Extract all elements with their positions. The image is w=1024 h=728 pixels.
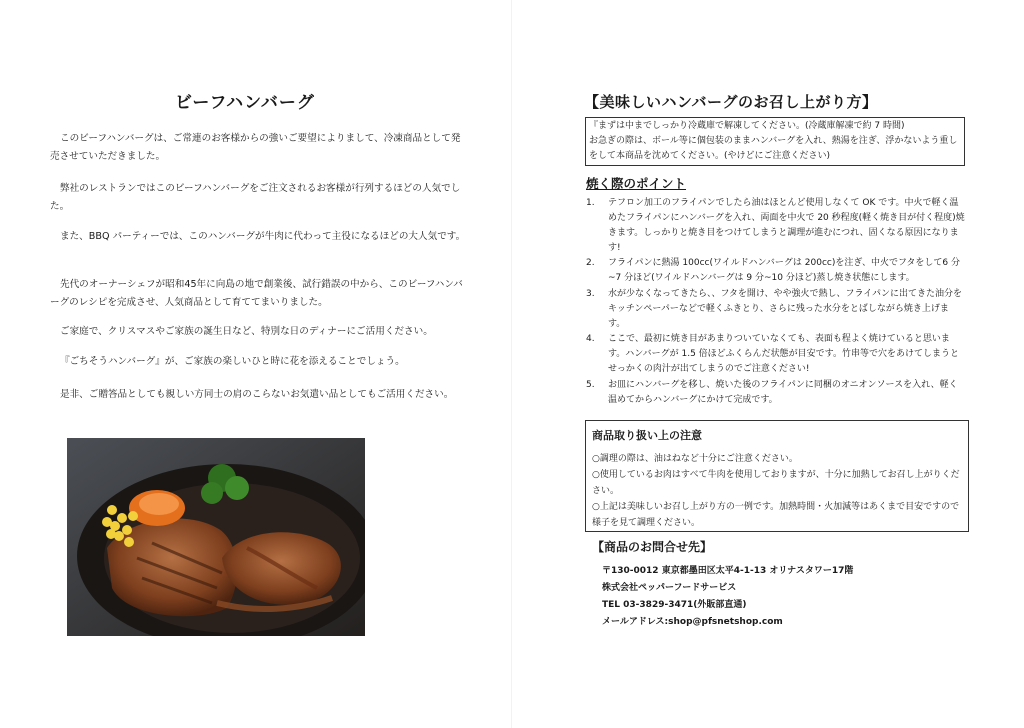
company-name: 株式会社ペッパーフードサービス	[602, 583, 737, 593]
list-item: ○使用しているお肉はすべて牛肉を使用しておりますが、十分に加熱してお召し上がりください。	[592, 470, 960, 496]
list-item: 3. 水が少なくなってきたら、、フタを開け、やや強火で熱し、フライパンに出てきた油分をキッチンペーパーなどで軽くふきとり、さらに残った水分をとばしながら焼き上げます。	[586, 289, 963, 329]
contact-details	[602, 563, 962, 631]
thaw-instructions-box	[585, 117, 965, 166]
caution-heading: 商品取り扱い上の注意	[592, 429, 702, 442]
postal-address: 〒130-0012 東京都墨田区太平4-1-13 オリナスタワー17階	[602, 566, 854, 576]
caution-list	[592, 451, 964, 531]
contact-heading: 【商品のお問合せ先】	[592, 540, 713, 554]
history-paragraph: 先代のオーナーシェフが昭和45年に向島の地で創業後、試行錯誤の中から、このビーフハンバーグのレシピを完成させ、人気商品として育ててまいりました。	[50, 279, 463, 308]
list-item: 2. フライパンに熱湯 100cc(ワイルドハンバーグは 200cc)を注ぎ、中火でフタをして6 分~7 分ほど(ワイルドハンバーグは 9 分~10 分ほど)蒸し焼き状態にします。	[586, 258, 960, 283]
right-page	[512, 0, 1024, 728]
restaurant-paragraph: 弊社のレストランではこのビーフハンバーグをご注文されるお客様が行列するほどの人気でした。	[50, 183, 461, 212]
list-item: 5. お皿にハンバーグを移し、焼いた後のフライパンに同梱のオニオンソースを入れ、軽く温めてからハンバーグにかけて完成です。	[586, 380, 958, 405]
home-paragraph: ご家庭で、クリスマスやご家族の誕生日など、特別な日のディナーにご活用ください。	[60, 326, 433, 337]
intro-paragraph: このビーフハンバーグは、ご常連のお客様からの強いご要望によりまして、冷凍商品として発売させていただきました。	[50, 133, 461, 162]
thaw-line-2: お急ぎの際は、ボール等に個包装のままハンバーグを入れ、熱湯を注ぎ、浮かないよう重しをして本商品を沈めてください。(やけどにご注意ください)	[589, 136, 958, 161]
howto-title: 【美味しいハンバーグのお召し上がり方】	[584, 93, 878, 111]
list-item: ○調理の際は、油はねなど十分にご注意ください。	[592, 454, 798, 464]
bbq-paragraph: また、BBQ パーティーでは、このハンバーグが牛肉に代わって主役になるほどの大人気です。	[60, 231, 466, 242]
cooking-steps-list	[586, 196, 966, 408]
list-item: ○上記は美味しいお召し上がり方の一例です。加熱時間・火加減等はあくまで目安ですので様子を見て調理ください。	[592, 502, 960, 528]
cooking-points-heading: 焼く際のポイント	[586, 176, 687, 191]
gochisou-paragraph: 『ごちそうハンバーグ』が、ご家族の楽しいひと時に花を添えることでしょう。	[60, 356, 405, 367]
email-address: メールアドレス:shop@pfsnetshop.com	[602, 617, 783, 627]
gift-paragraph: 是非、ご贈答品としても親しい方同士の肩のこらないお気遣い品としてもご活用ください。	[60, 389, 454, 400]
list-item: 1. テフロン加工のフライパンでしたら油はほとんど使用しなくて OK です。中火で軽く温めたフライパンにハンバーグを入れ、両面を中火で 20 秒程度(軽く焼き目が付く程度)焼きます。しっかりと焼き目をつけてしまうと調理が進むにつれ、固くなる原因になります!	[586, 198, 965, 253]
hamburger-photo	[67, 438, 365, 636]
phone-number: TEL 03-3829-3471(外販部直通)	[602, 600, 747, 610]
thaw-line-1: 『まずは中までしっかり冷蔵庫で解凍してください。(冷蔵庫解凍で約 7 時間)	[589, 121, 905, 131]
list-item: 4. ここで、最初に焼き目があまりついていなくても、表面も程よく焼けていると思います。ハンバーグが 1.5 倍ほどふくらんだ状態が目安です。竹串等で穴をあけてしまうとせっかくの肉汁が出てしまうのでご注意ください!	[586, 334, 959, 374]
handling-caution-box	[585, 420, 969, 532]
page-title: ビーフハンバーグ	[175, 93, 315, 113]
